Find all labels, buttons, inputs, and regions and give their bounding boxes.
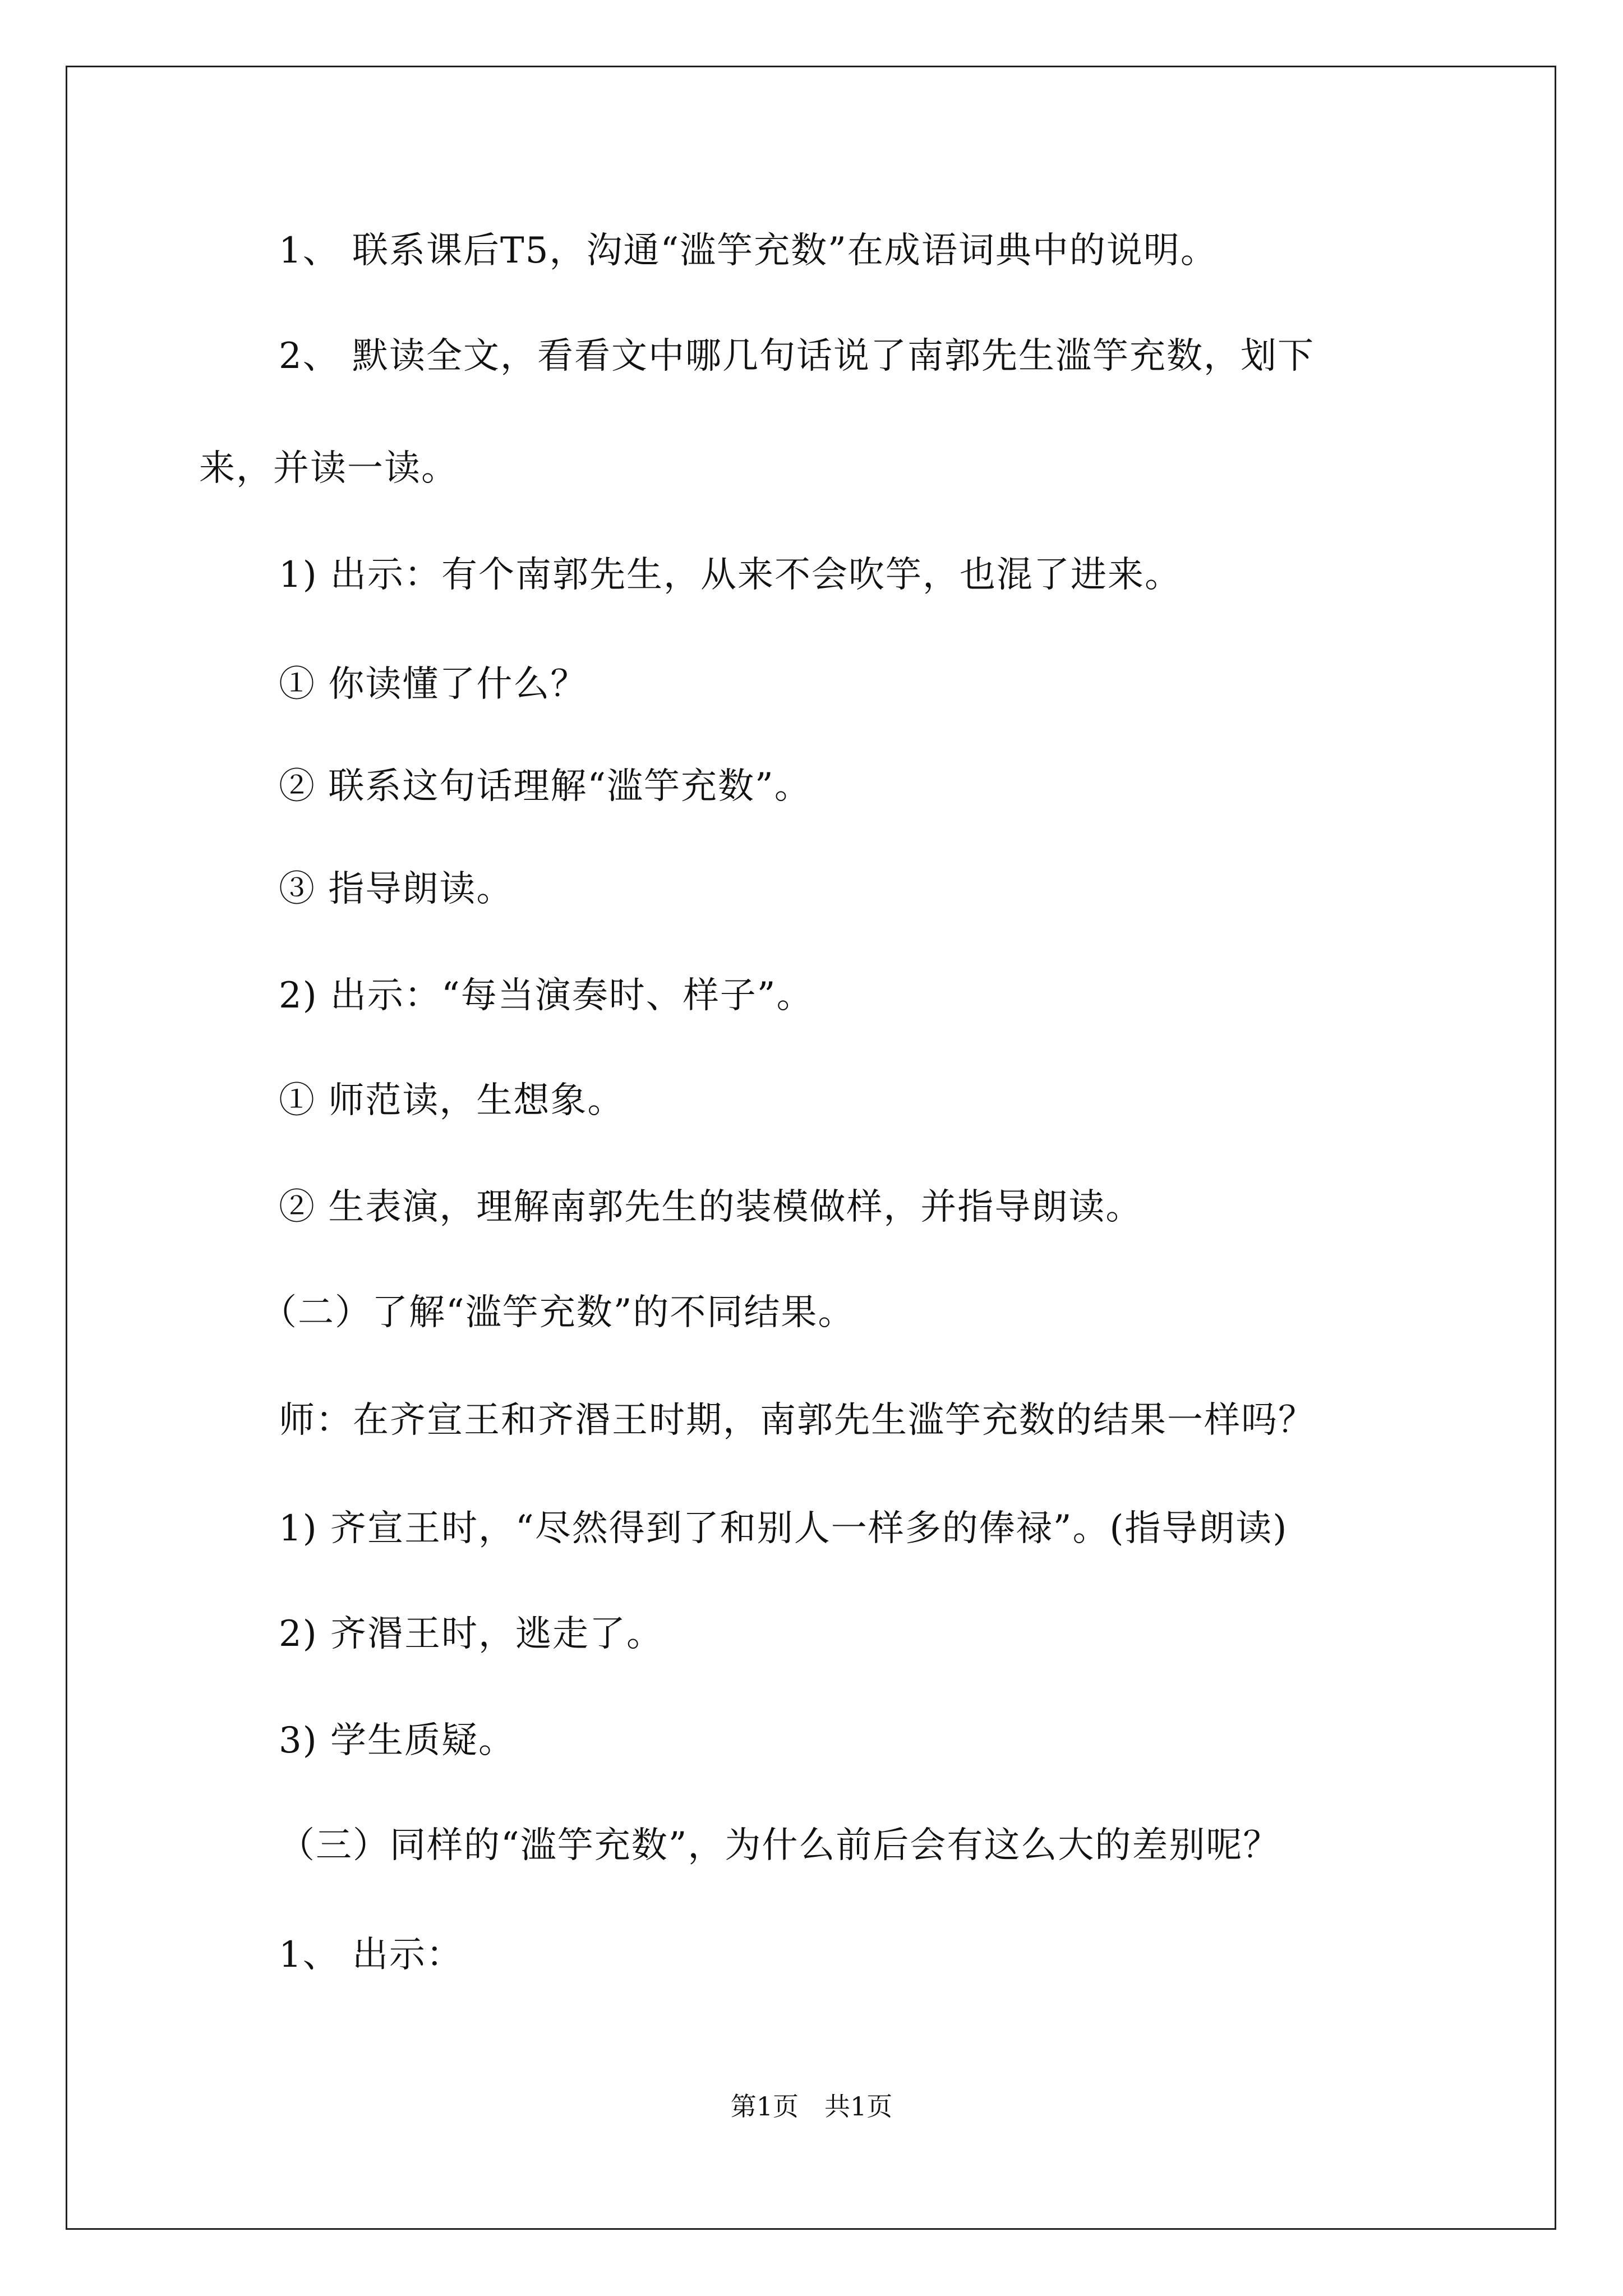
text-line-2: 2、 默读全文，看看文中哪几句话说了南郭先生滥竽充数，划下 — [279, 335, 1315, 377]
text-line-3: 来，并读一读。 — [199, 448, 458, 489]
page-border — [66, 66, 1556, 2230]
section-heading-2: （二）了解“滥竽充数”的不同结果。 — [261, 1292, 855, 1333]
text-line-8: 2) 出示：“每当演奏时、样子”。 — [279, 975, 814, 1016]
text-line-7: ③ 指导朗读。 — [279, 868, 514, 910]
text-line-4: 1) 出示：有个南郭先生，从来不会吹竽，也混了进来。 — [279, 554, 1182, 596]
section-heading-3: （三）同样的“滥竽充数”，为什么前后会有这么大的差别呢？ — [279, 1825, 1280, 1866]
text-line-14: 2) 齐湣王时，逃走了。 — [279, 1613, 664, 1655]
text-line-9: ① 师范读，生想象。 — [279, 1080, 625, 1121]
text-line-15: 3) 学生质疑。 — [279, 1720, 516, 1761]
page-number-footer: 第1页 共1页 — [730, 2091, 893, 2122]
text-line-5: ① 你读懂了什么？ — [279, 664, 588, 705]
text-line-1: 1、 联系课后T5，沟通“滥竽充数”在成语词典中的说明。 — [279, 230, 1218, 272]
text-line-17: 1、 出示： — [279, 1934, 464, 1976]
text-line-13: 1) 齐宣王时，“尽然得到了和别人一样多的俸禄”。(指导朗读) — [279, 1508, 1288, 1549]
text-line-12: 师：在齐宣王和齐湣王时期，南郭先生滥竽充数的结果一样吗？ — [279, 1400, 1315, 1441]
text-line-6: ② 联系这句话理解“滥竽充数”。 — [279, 766, 811, 807]
text-line-10: ② 生表演，理解南郭先生的装模做样，并指导朗读。 — [279, 1186, 1143, 1228]
